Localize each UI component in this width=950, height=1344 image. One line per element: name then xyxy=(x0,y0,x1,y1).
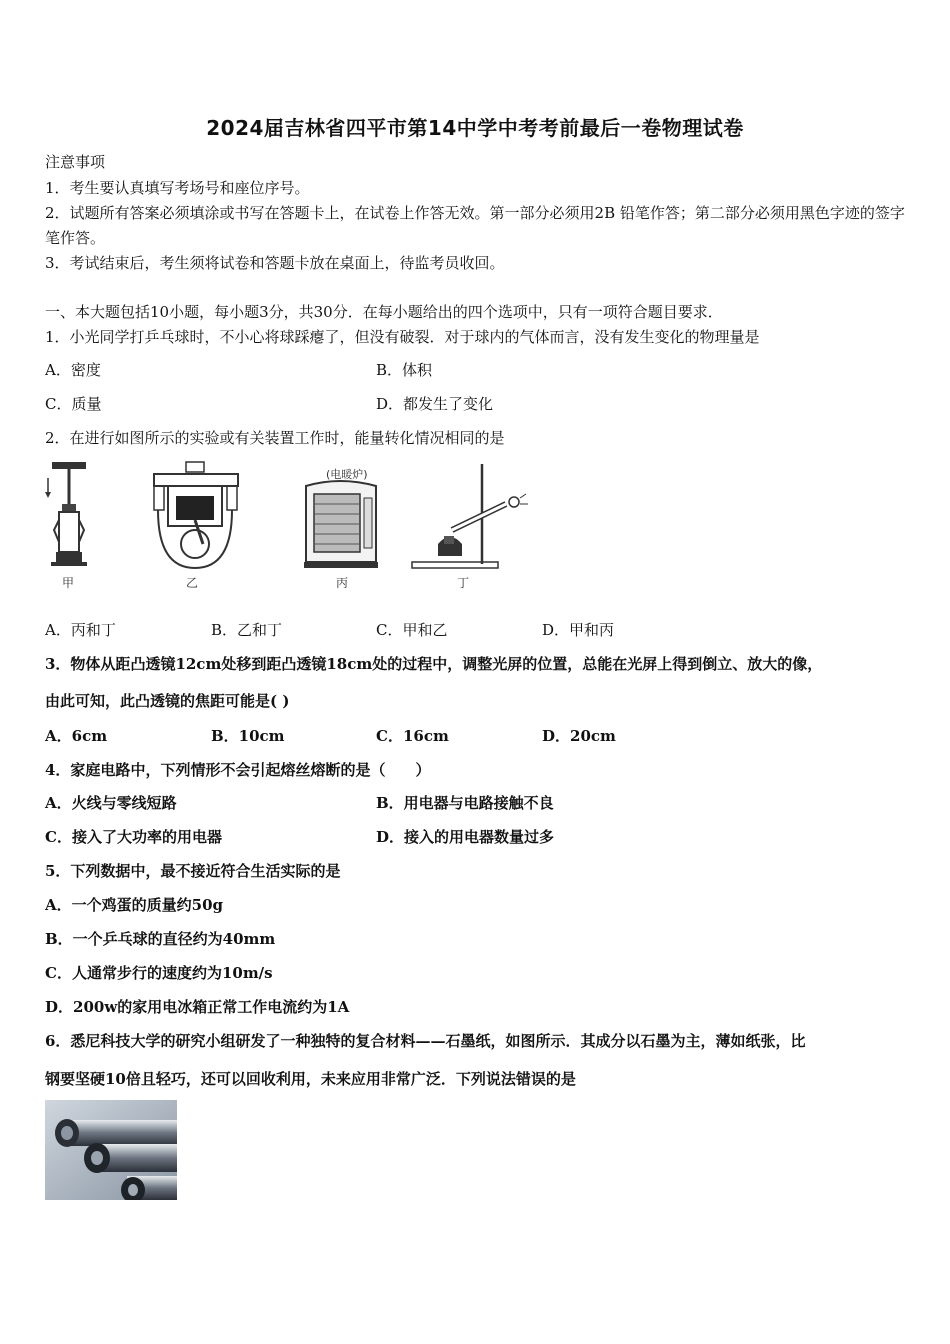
question-3-option-c[interactable]: C．16cm xyxy=(376,727,449,745)
question-4-option-d[interactable]: D．接入的用电器数量过多 xyxy=(376,828,555,846)
notice-item-2: 2．试题所有答案必须填涂或书写在答题卡上，在试卷上作答无效。第一部分必须用2B 铅笔作答；第二部分必须用黑色字迹的签字笔作答。 xyxy=(45,204,905,247)
question-4-stem: 4．家庭电路中，下列情形不会引起熔丝熔断的是（ ） xyxy=(45,761,431,779)
question-4-option-a[interactable]: A．火线与零线短路 xyxy=(45,794,177,812)
question-3-stem-line-2: 由此可知，此凸透镜的焦距可能是( ) xyxy=(45,692,290,710)
figure-test-tube xyxy=(408,460,533,572)
notice-item-1: 1．考生要认真填写考场号和座位序号。 xyxy=(45,179,310,197)
question-2-option-a[interactable]: A．丙和丁 xyxy=(45,621,116,639)
question-3-option-b[interactable]: B．10cm xyxy=(211,727,285,745)
question-1-option-c[interactable]: C．质量 xyxy=(45,395,102,413)
heater-label: (电暖炉) xyxy=(326,468,368,481)
graphite-paper-photo xyxy=(45,1100,177,1200)
question-1-option-d[interactable]: D．都发生了变化 xyxy=(376,395,494,413)
figure-engine xyxy=(148,460,243,572)
question-5-option-b[interactable]: B．一个乒乓球的直径约为40mm xyxy=(45,930,276,948)
question-1-stem: 1．小光同学打乒乓球时，不小心将球踩瘪了，但没有破裂．对于球内的气体而言，没有发生变化的物理量是 xyxy=(45,328,760,346)
question-5-option-a[interactable]: A．一个鸡蛋的质量约50g xyxy=(45,896,224,914)
section-heading: 一、本大题包括10小题，每小题3分，共30分．在每小题给出的四个选项中，只有一项符合题目要求． xyxy=(45,303,723,321)
figure-label-jia: 甲 xyxy=(62,576,75,590)
figure-label-bing: 丙 xyxy=(336,576,349,590)
question-1-option-a[interactable]: A．密度 xyxy=(45,361,101,379)
figure-pump xyxy=(42,458,102,588)
figure-heater xyxy=(300,478,382,573)
question-2-option-b[interactable]: B．乙和丁 xyxy=(211,621,283,639)
question-6-stem-line-1: 6．悉尼科技大学的研究小组研发了一种独特的复合材料——石墨纸，如图所示．其成分以石墨为主，薄如纸张，比 xyxy=(45,1032,806,1050)
question-2-stem: 2．在进行如图所示的实验或有关装置工作时，能量转化情况相同的是 xyxy=(45,429,505,447)
question-3-stem-line-1: 3．物体从距凸透镜12cm处移到距凸透镜18cm处的过程中，调整光屏的位置，总能在光屏上得到倒立、放大的像， xyxy=(45,655,823,673)
question-5-option-d[interactable]: D．200w的家用电冰箱正常工作电流约为1A xyxy=(45,998,350,1016)
question-6-stem-line-2: 钢要坚硬10倍且轻巧，还可以回收利用，未来应用非常广泛．下列说法错误的是 xyxy=(45,1070,576,1088)
question-3-option-a[interactable]: A．6cm xyxy=(45,727,108,745)
notice-item-3: 3．考试结束后，考生须将试卷和答题卡放在桌面上，待监考员收回。 xyxy=(45,254,505,272)
question-3-option-d[interactable]: D．20cm xyxy=(542,727,616,745)
question-5-stem: 5．下列数据中，最不接近符合生活实际的是 xyxy=(45,862,341,880)
question-1-option-b[interactable]: B．体积 xyxy=(376,361,433,379)
question-2-option-c[interactable]: C．甲和乙 xyxy=(376,621,448,639)
question-4-option-c[interactable]: C．接入了大功率的用电器 xyxy=(45,828,222,846)
question-5-option-c[interactable]: C．人通常步行的速度约为10m/s xyxy=(45,964,273,982)
figure-label-yi: 乙 xyxy=(186,576,199,590)
question-4-option-b[interactable]: B．用电器与电路接触不良 xyxy=(376,794,554,812)
notice-heading: 注意事项 xyxy=(45,153,106,171)
question-2-option-d[interactable]: D．甲和丙 xyxy=(542,621,615,639)
figure-label-ding: 丁 xyxy=(457,576,470,590)
page-title: 2024届吉林省四平市第14中学中考考前最后一卷物理试卷 xyxy=(206,116,744,140)
